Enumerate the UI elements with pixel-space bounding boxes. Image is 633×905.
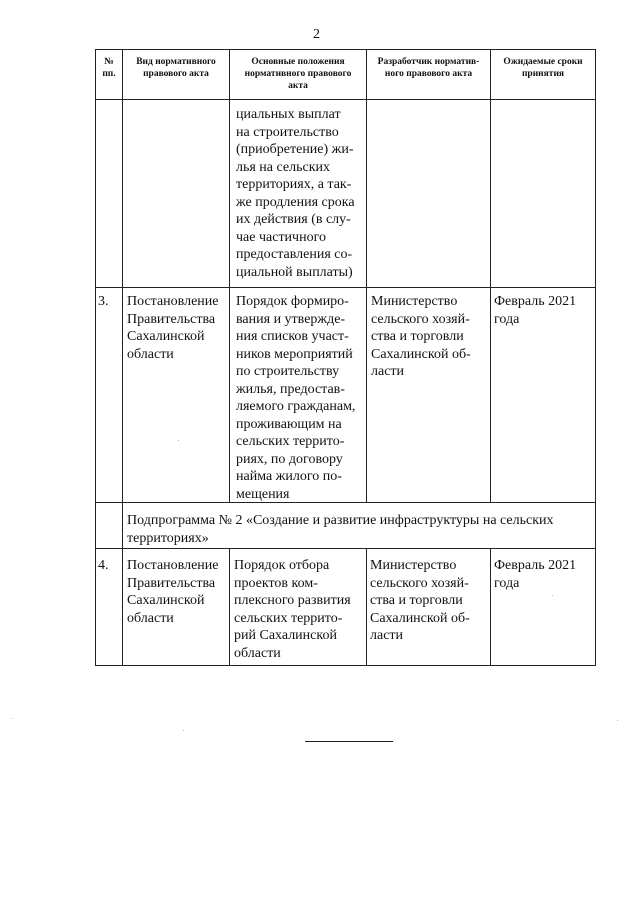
col-divider-2c — [229, 548, 230, 665]
scan-speck — [12, 718, 13, 719]
row-4-deadline: Февраль 2021 года — [494, 558, 577, 591]
row-3-act-type: Постановление Правительства Сахалинской области — [127, 294, 219, 362]
col-divider-1b — [122, 502, 123, 548]
table-border-top — [95, 49, 596, 50]
scan-speck — [183, 730, 184, 731]
scan-speck — [552, 595, 553, 596]
closing-rule — [305, 741, 393, 742]
row-4-number: 4. — [98, 558, 109, 573]
legal-acts-table — [95, 49, 596, 666]
row-4-act-type: Постановление Правительства Сахалинской области — [127, 558, 219, 626]
col-divider-1 — [122, 49, 123, 502]
subprogram-title: Подпрограмма № 2 «Создание и развитие инфраструктуры на сельских территориях» — [127, 513, 554, 546]
header-deadline: Ожидаемые сроки принятия — [503, 57, 583, 79]
header-act-type: Вид нормативного правового акта — [136, 57, 216, 79]
header-developer: Разработчик норматив- ного правового акта — [377, 57, 480, 79]
scan-speck — [617, 720, 618, 721]
row-3-deadline: Февраль 2021 года — [494, 294, 577, 327]
col-divider-3 — [366, 49, 367, 502]
row-4-provisions: Порядок отбора проектов ком- плексного развития сельских террито- рий Сахалинской области — [234, 558, 351, 661]
row-3-developer: Министерство сельского хозяй- ства и торговли Сахалинской об- ласти — [371, 294, 471, 379]
col-divider-4c — [490, 548, 491, 665]
row-divider-continuation — [95, 287, 596, 288]
col-divider-4 — [490, 49, 491, 502]
row-4-developer: Министерство сельского хозяй- ства и торговли Сахалинской об- ласти — [370, 558, 470, 643]
continuation-provisions: циальных выплат на строительство (приобретение) жи- лья на сельских территориях, а так- же продления срока их действия (в слу- чае частичного предоставления со- циальной выплаты) — [236, 107, 355, 280]
col-divider-1c — [122, 548, 123, 665]
page-number: 2 — [313, 27, 320, 42]
col-divider-3c — [366, 548, 367, 665]
header-number: № пп. — [102, 57, 116, 79]
row-divider-subprogram — [95, 548, 596, 549]
row-3-number: 3. — [98, 294, 109, 309]
table-border-left — [95, 49, 96, 666]
header-row-divider — [95, 99, 596, 100]
col-divider-2 — [229, 49, 230, 502]
row-3-provisions: Порядок формиро- вания и утвержде- ния списков участ- ников мероприятий по строительству жилья, предостав- ляемого гражданам, проживающим на сельских террито- риях, по договору найма жилого по- мещения — [236, 294, 356, 502]
scan-speck — [178, 440, 179, 441]
table-border-right — [595, 49, 596, 666]
table-border-bottom — [95, 665, 596, 666]
header-provisions: Основные положения нормативного правового акта — [244, 57, 352, 91]
